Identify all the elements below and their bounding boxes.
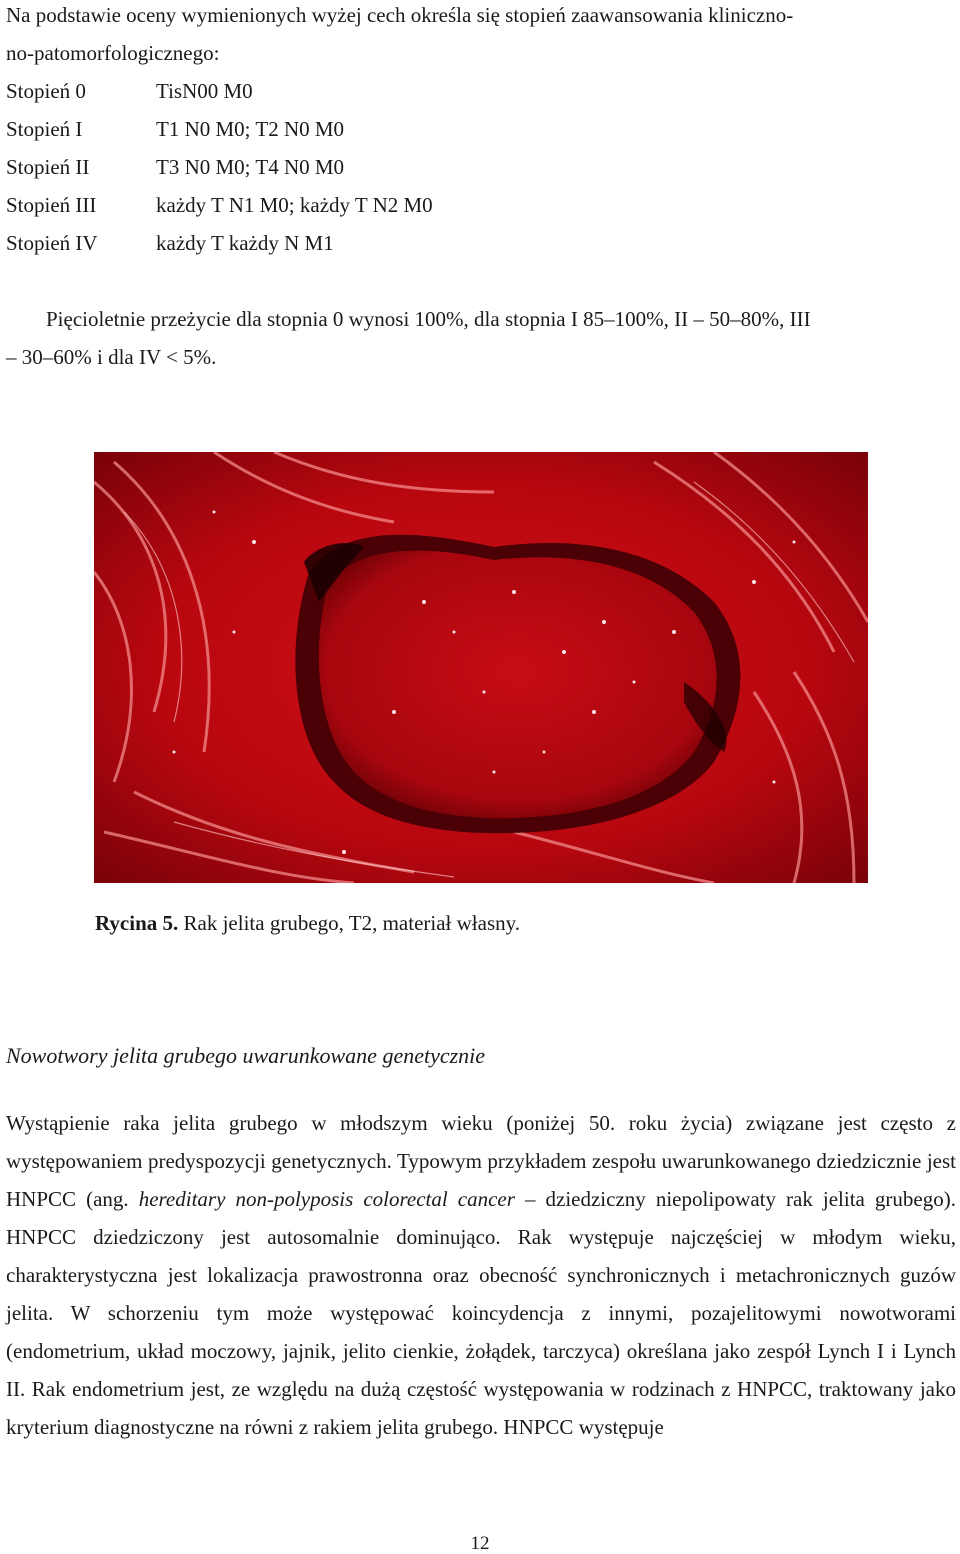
intro-line-1: Na podstawie oceny wymienionych wyżej cech określa się stopień zaawansowania kliniczno-	[6, 3, 794, 27]
body-text: Wystąpienie raka jelita grubego w młodszym wieku (poniżej 50. roku życia) związane jest często z występowaniem predyspozycji genetycznych. Typowym przykładem zespołu uwarunkowanego dziedzicznie jest HNPCC (ang.	[6, 1111, 956, 1211]
stage-label: Stopień III	[6, 193, 97, 217]
body-italic-term: hereditary non-polyposis colorectal cancer	[138, 1187, 515, 1211]
stage-row	[6, 192, 433, 218]
body-paragraph	[6, 1104, 956, 1446]
stage-value: każdy T N1 M0; każdy T N2 M0	[156, 193, 433, 217]
stage-label: Stopień 0	[6, 79, 86, 103]
stage-label: Stopień II	[6, 155, 90, 179]
body-text-rest: – dziedziczny niepolipowaty rak jelita grubego). HNPCC dziedziczony jest autosomalnie dominująco. Rak występuje najczęściej w młodym wieku, charakterystyczna jest lokalizacja prawostronna oraz obecność synchronicznych i metachronicznych guzów jelita. W schorzeniu tym może występować koincydencja z innymi, pozajelitowymi nowotworami (endometrium, układ moczowy, jajnik, jelito cienkie, żołądek, tarczyca) określana jako zespół Lynch I i Lynch II. Rak endometrium jest, ze względu na dużą częstość występowania w rodzinach z HNPCC, traktowany jako kryterium diagnostyczne na równi z rakiem jelita grubego. HNPCC występuje	[6, 1187, 956, 1439]
stage-row	[6, 154, 344, 180]
caption-label: Rycina 5.	[95, 911, 179, 935]
stage-row	[6, 230, 334, 256]
endoscopy-photo	[94, 452, 868, 883]
intro-line-2: no-patomorfologicznego:	[6, 41, 220, 65]
stage-row	[6, 78, 253, 104]
survival-line-2: – 30–60% i dla IV < 5%.	[6, 345, 217, 369]
section-heading: Nowotwory jelita grubego uwarunkowane genetycznie	[6, 1043, 486, 1068]
stage-value: T3 N0 M0; T4 N0 M0	[156, 155, 345, 179]
page-number: 12	[470, 1533, 490, 1554]
stage-label: Stopień I	[6, 117, 83, 141]
caption-text: Rak jelita grubego, T2, materiał własny.	[178, 911, 521, 935]
stage-value: każdy T każdy N M1	[156, 231, 334, 255]
stage-row	[6, 116, 344, 142]
stage-value: T1 N0 M0; T2 N0 M0	[156, 117, 345, 141]
stage-value: TisN00 M0	[156, 79, 253, 103]
figure-caption	[95, 910, 520, 936]
stage-label: Stopień IV	[6, 231, 98, 255]
survival-line-1: Pięcioletnie przeżycie dla stopnia 0 wynosi 100%, dla stopnia I 85–100%, II – 50–80%, III	[46, 307, 811, 331]
